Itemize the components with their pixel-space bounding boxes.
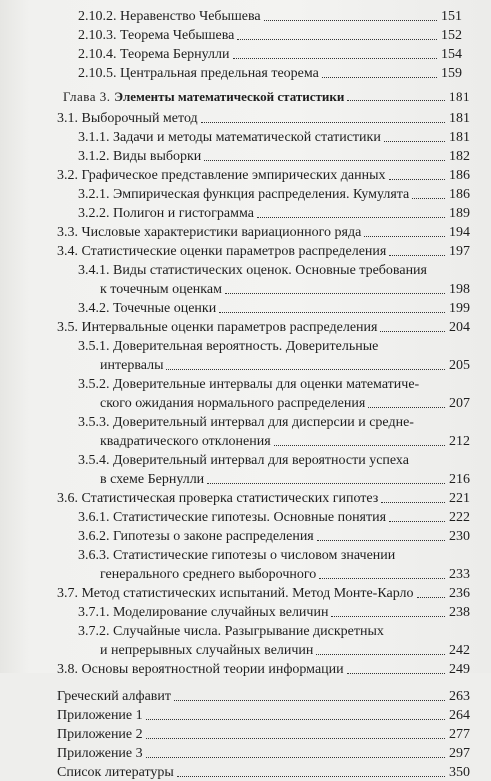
section-title-continued: интервалы [100, 358, 164, 373]
dot-leader [316, 654, 445, 655]
section-title: 3.5. Интервальные оценки параметров распределения [57, 320, 378, 335]
page-number: 297 [449, 746, 470, 761]
section-title: 3.6.1. Статистические гипотезы. Основные понятия [78, 510, 387, 525]
section-title: Центральная предельная теорема [120, 66, 319, 81]
toc-entry [0, 488, 491, 507]
toc-entry [0, 686, 491, 705]
dot-leader [389, 255, 445, 256]
section-number: 2.10.3. [78, 28, 117, 43]
section-title: 3.5.2. Доверительные интервалы для оценки математиче- [78, 377, 420, 392]
section-title: 3.5.4. Доверительный интервал для вероятности успеха [78, 453, 409, 468]
page-number: 154 [441, 47, 462, 62]
dot-leader [146, 719, 445, 720]
section-title: Теорема Бернулли [120, 47, 230, 62]
section-title: 3.1.1. Задачи и методы математической статистики [78, 130, 381, 145]
page-number: 216 [449, 472, 470, 487]
dot-leader [166, 369, 445, 370]
section-title: 3.2.1. Эмпирическая функция распределения. Кумулята [78, 187, 410, 202]
toc-entry [0, 25, 491, 44]
section-title-continued: к точечным оценкам [100, 282, 222, 297]
dot-leader [389, 179, 445, 180]
toc-entry [0, 545, 491, 583]
dot-leader [380, 331, 445, 332]
dot-leader [331, 616, 445, 617]
toc-entry [0, 260, 491, 298]
page-number: 182 [449, 149, 470, 164]
dot-leader [412, 198, 445, 199]
chapter-title: Элементы математической статистики [114, 89, 345, 104]
toc-entry [0, 63, 491, 82]
toc-entry [0, 317, 491, 336]
section-title: 3.2.2. Полигон и гистограмма [78, 206, 254, 221]
section-number: 2.10.4. [78, 47, 117, 62]
dot-leader [417, 597, 445, 598]
dot-leader [347, 100, 445, 101]
toc-entry [0, 602, 491, 621]
section-title: 3.8. Основы вероятностной теории информации [57, 662, 344, 677]
page-number: 181 [449, 89, 470, 104]
toc-entry [0, 743, 491, 762]
toc-entry [0, 6, 491, 25]
section-title: 3.1. Выборочный метод [57, 111, 198, 126]
dot-leader [322, 77, 437, 78]
dot-leader [219, 312, 445, 313]
section-title: Неравенство Чебышева [120, 9, 261, 24]
section-title: 3.3. Числовые характеристики вариационного ряда [57, 225, 362, 240]
section-title: 3.2. Графическое представление эмпирических данных [57, 168, 386, 183]
toc-entry [0, 241, 491, 260]
section-title-continued: в схеме Бернулли [100, 472, 205, 487]
section-title: 3.6.3. Статистические гипотезы о числовом значении [78, 548, 396, 563]
dot-leader [389, 521, 445, 522]
section-title: 3.4.1. Виды статистических оценок. Основные требования [78, 263, 427, 278]
section-title: 3.6. Статистическая проверка статистических гипотез [57, 491, 379, 506]
section-number: 2.10.2. [78, 9, 117, 24]
dot-leader [237, 39, 437, 40]
toc-entry [0, 108, 491, 127]
page-number: 242 [449, 643, 470, 658]
dot-leader [146, 738, 445, 739]
page-number: 152 [441, 28, 462, 43]
toc-entry [0, 374, 491, 412]
section-title: 3.7.1. Моделирование случайных величин [78, 605, 329, 620]
page-number: 194 [449, 225, 470, 240]
dot-leader [319, 578, 445, 579]
page-number: 204 [449, 320, 470, 335]
toc-entry [0, 659, 491, 678]
toc-entry [0, 583, 491, 602]
page-number: 230 [449, 529, 470, 544]
toc-entry [0, 507, 491, 526]
appendix-title: Приложение 2 [57, 727, 143, 742]
dot-leader [233, 58, 437, 59]
table-of-contents [0, 6, 491, 781]
dot-leader [174, 700, 445, 701]
page-number: 186 [449, 168, 470, 183]
section-title: 3.1.2. Виды выборки [78, 149, 202, 164]
page-number: 189 [449, 206, 470, 221]
dot-leader [146, 757, 445, 758]
page-number: 249 [449, 662, 470, 677]
page-number: 222 [449, 510, 470, 525]
appendix-title: Приложение 1 [57, 708, 143, 723]
page-number: 233 [449, 567, 470, 582]
section-title-continued: генерального среднего выборочного [100, 567, 317, 582]
dot-leader [257, 217, 445, 218]
toc-entry [0, 724, 491, 743]
dot-leader [364, 236, 445, 237]
page-number: 236 [449, 586, 470, 601]
section-title: 3.7.2. Случайные числа. Разыгрывание дискретных [78, 624, 384, 639]
page-number: 205 [449, 358, 470, 373]
page-number: 263 [449, 689, 470, 704]
dot-leader [317, 540, 445, 541]
section-title-continued: ского ожидания нормального распределения [100, 396, 366, 411]
page-number: 198 [449, 282, 470, 297]
toc-entry [0, 298, 491, 317]
chapter-heading [0, 86, 491, 105]
dot-leader [384, 141, 445, 142]
chapter-number: Глава 3. [63, 89, 111, 104]
toc-entry [0, 621, 491, 659]
dot-leader [381, 502, 445, 503]
appendix-title: Греческий алфавит [57, 689, 172, 704]
toc-entry [0, 526, 491, 545]
page-number: 181 [449, 111, 470, 126]
appendix-title: Список литературы [57, 765, 174, 780]
dot-leader [264, 20, 437, 21]
page-number: 221 [449, 491, 470, 506]
toc-entry [0, 44, 491, 63]
appendix-title: Приложение 3 [57, 746, 143, 761]
toc-entry [0, 146, 491, 165]
toc-entry [0, 336, 491, 374]
page-number: 199 [449, 301, 470, 316]
section-title: 3.5.3. Доверительный интервал для дисперсии и средне- [78, 415, 414, 430]
section-title-continued: квадратического отклонения [100, 434, 271, 449]
dot-leader [225, 293, 445, 294]
dot-leader [347, 673, 445, 674]
page-number: 212 [449, 434, 470, 449]
page-number: 350 [449, 765, 470, 780]
dot-leader [204, 160, 445, 161]
toc-entry [0, 412, 491, 450]
dot-leader [368, 407, 445, 408]
toc-entry [0, 762, 491, 781]
toc-entry [0, 127, 491, 146]
page-number: 186 [449, 187, 470, 202]
dot-leader [274, 445, 445, 446]
toc-entry [0, 705, 491, 724]
section-number: 2.10.5. [78, 66, 117, 81]
toc-entry [0, 450, 491, 488]
section-title-continued: и непрерывных случайных величин [100, 643, 314, 658]
toc-entry [0, 165, 491, 184]
section-title: 3.6.2. Гипотезы о законе распределения [78, 529, 314, 544]
dot-leader [201, 122, 445, 123]
section-title: Теорема Чебышева [120, 28, 235, 43]
page-number: 277 [449, 727, 470, 742]
page-number: 264 [449, 708, 470, 723]
page-number: 181 [449, 130, 470, 145]
section-title: 3.4. Статистические оценки параметров распределения [57, 244, 387, 259]
section-title: 3.4.2. Точечные оценки [78, 301, 217, 316]
section-title: 3.5.1. Доверительная вероятность. Доверительные [78, 339, 379, 354]
toc-entry [0, 222, 491, 241]
page-number: 159 [441, 66, 462, 81]
dot-leader [177, 776, 445, 777]
dot-leader [207, 483, 445, 484]
toc-entry [0, 184, 491, 203]
page-number: 151 [441, 9, 462, 24]
page-number: 238 [449, 605, 470, 620]
page-number: 207 [449, 396, 470, 411]
toc-entry [0, 203, 491, 222]
page-number: 197 [449, 244, 470, 259]
section-title: 3.7. Метод статистических испытаний. Метод Монте-Карло [57, 586, 414, 601]
